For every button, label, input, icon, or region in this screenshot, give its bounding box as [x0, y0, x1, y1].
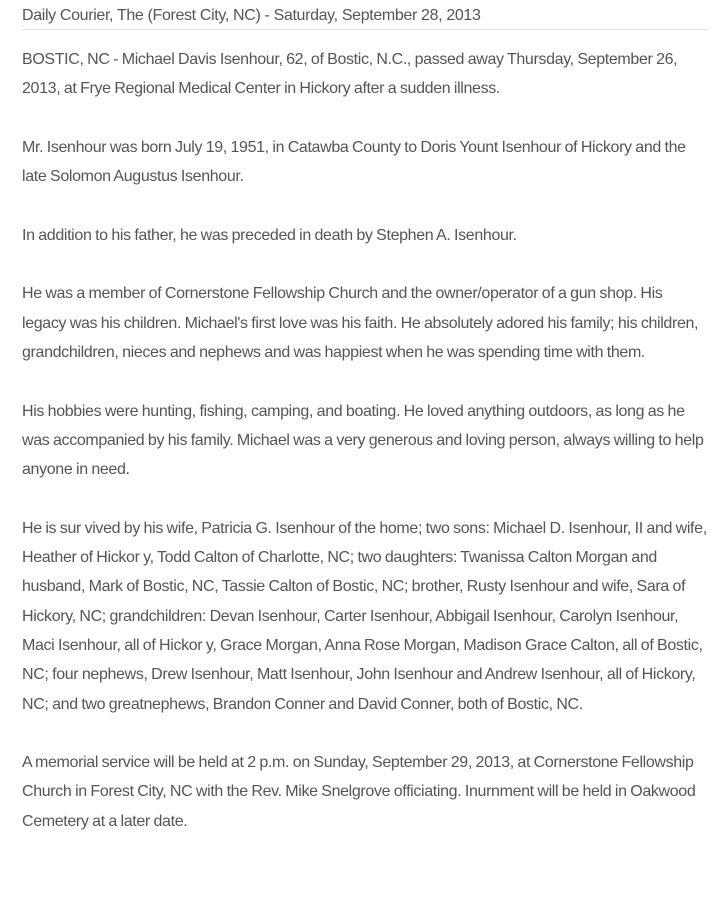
paragraph-survivors: He is sur vived by his wife, Patricia G. Isenhour of the home; two sons: Michael D. Isenhour, II and wife, Heather of Hickor y, Todd Calton of Charlotte, NC; two daughters: Twanissa Calton Morgan and husband, Mark of Bostic, NC, Tassie Calton of Bostic, NC; brother, Rusty Isenhour and wife, Sara of Hickory, NC; grandchildren: Devan Isenhour, Carter Isenhour, Abbigail Isenhour, Carolyn Isenhour, Maci Isenhour, all of Hickor y, Grace Morgan, Anna Rose Morgan, Madison Grace Calton, all of Bostic, NC; four nephews, Drew Isenhour, Matt Isenhour, John Isenhour and Andrew Isenhour, all of Hickory, NC; and two greatnephews, Brandon Conner and David Conner, both of Bostic, NC. — [22, 519, 707, 713]
paragraph-life: He was a member of Cornerstone Fellowship Church and the owner/operator of a gun shop. His legacy was his children. Michael's first love was his faith. He absolutely adored his family; his children, grandchildren, nieces and nephews and was happiest when he was spending time with them. — [22, 285, 699, 361]
paragraph-birth: Mr. Isenhour was born July 19, 1951, in Catawba County to Doris Yount Isenhour of Hickory and the late Solomon Augustus Isenhour. — [22, 138, 686, 186]
paragraph-death-notice: BOSTIC, NC - Michael Davis Isenhour, 62, of Bostic, N.C., passed away Thursday, September 26, 2013, at Frye Regional Medical Center in Hickory after a sudden illness. — [22, 51, 678, 98]
source-line: Daily Courier, The (Forest City, NC) - Saturday, September 28, 2013 — [22, 0, 707, 30]
paragraph-service: A memorial service will be held at 2 p.m. on Sunday, September 29, 2013, at Cornerstone Fellowship Church in Forest City, NC with the Rev. Mike Snelgrove officiating. Inurnment will be held in Oakwood Cemetery at a later date. — [22, 754, 696, 830]
article-body — [22, 30, 707, 836]
paragraph-hobbies: His hobbies were hunting, fishing, camping, and boating. He loved anything outdoors, as long as he was accompanied by his family. Michael was a very generous and loving person, always willing to help anyone in need. — [22, 402, 704, 479]
paragraph-preceded: In addition to his father, he was preceded in death by Stephen A. Isenhour. — [22, 226, 517, 244]
